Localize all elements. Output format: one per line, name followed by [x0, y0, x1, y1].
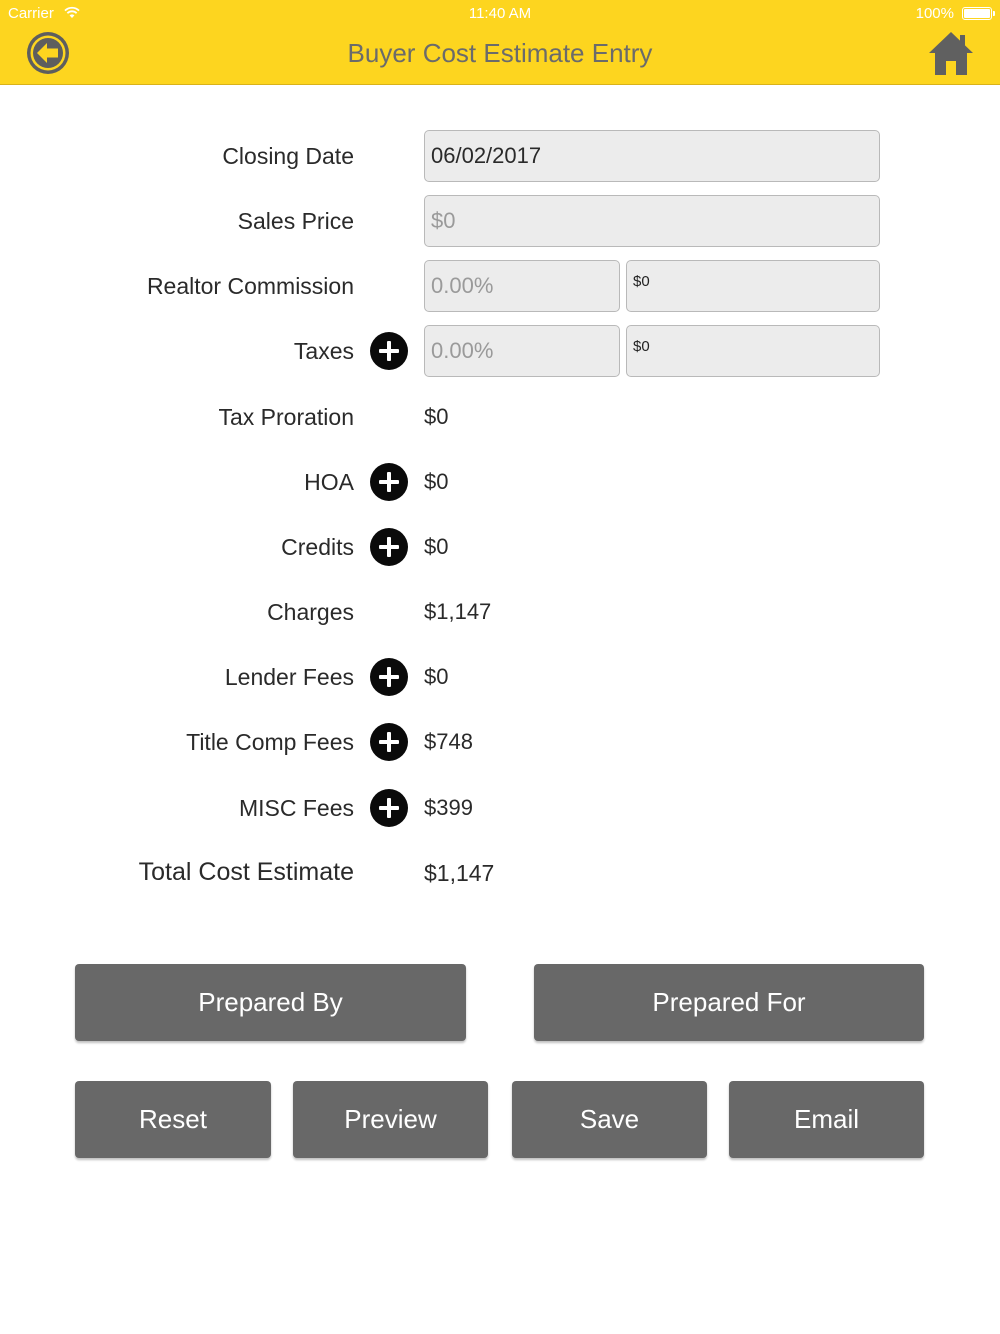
lender-fees-value: $0 — [424, 664, 449, 689]
sales-price-label: Sales Price — [237, 208, 354, 234]
tax-proration-label: Tax Proration — [218, 404, 354, 430]
email-button[interactable]: Email — [729, 1081, 924, 1158]
clock-label: 11:40 AM — [468, 5, 532, 22]
title-comp-fees-value: $748 — [424, 729, 473, 754]
add-hoa-icon[interactable] — [370, 463, 408, 501]
charges-label: Charges — [267, 599, 354, 625]
carrier-label: Carrier — [8, 5, 54, 22]
realtor-commission-amount-field[interactable]: $0 — [626, 260, 880, 312]
battery-percent-label: 100% — [915, 5, 954, 22]
taxes-label: Taxes — [293, 338, 354, 364]
add-title-comp-fees-icon[interactable] — [370, 723, 408, 761]
tax-proration-value: $0 — [424, 404, 449, 429]
add-misc-fees-icon[interactable] — [370, 789, 408, 827]
hoa-label: HOA — [304, 469, 354, 495]
realtor-commission-label: Realtor Commission — [146, 273, 354, 299]
title-comp-fees-label: Title Comp Fees — [186, 729, 354, 755]
closing-date-field[interactable]: 06/02/2017 — [424, 130, 880, 182]
realtor-commission-percent-field[interactable]: 0.00% — [424, 260, 620, 312]
add-lender-fees-icon[interactable] — [370, 658, 408, 696]
total-cost-estimate-label: Total Cost Estimate — [138, 858, 354, 886]
home-icon[interactable] — [926, 28, 976, 78]
sales-price-field[interactable]: $0 — [424, 195, 880, 247]
taxes-amount-field[interactable]: $0 — [626, 325, 880, 377]
credits-label: Credits — [281, 534, 354, 560]
charges-value: $1,147 — [424, 599, 492, 624]
add-credits-icon[interactable] — [370, 528, 408, 566]
credits-value: $0 — [424, 534, 449, 559]
save-button[interactable]: Save — [512, 1081, 707, 1158]
navigation-bar — [0, 0, 1000, 85]
battery-icon — [962, 7, 992, 20]
closing-date-label: Closing Date — [222, 143, 354, 169]
misc-fees-value: $399 — [424, 795, 473, 820]
lender-fees-label: Lender Fees — [224, 664, 354, 690]
prepared-by-button[interactable]: Prepared By — [75, 964, 466, 1041]
prepared-for-button[interactable]: Prepared For — [534, 964, 924, 1041]
add-taxes-icon[interactable] — [370, 332, 408, 370]
total-cost-estimate-value: $1,147 — [424, 860, 495, 886]
preview-button[interactable]: Preview — [293, 1081, 488, 1158]
page-title: Buyer Cost Estimate Entry — [347, 38, 653, 68]
reset-button[interactable]: Reset — [75, 1081, 271, 1158]
taxes-percent-field[interactable]: 0.00% — [424, 325, 620, 377]
hoa-value: $0 — [424, 469, 449, 494]
misc-fees-label: MISC Fees — [238, 795, 354, 821]
